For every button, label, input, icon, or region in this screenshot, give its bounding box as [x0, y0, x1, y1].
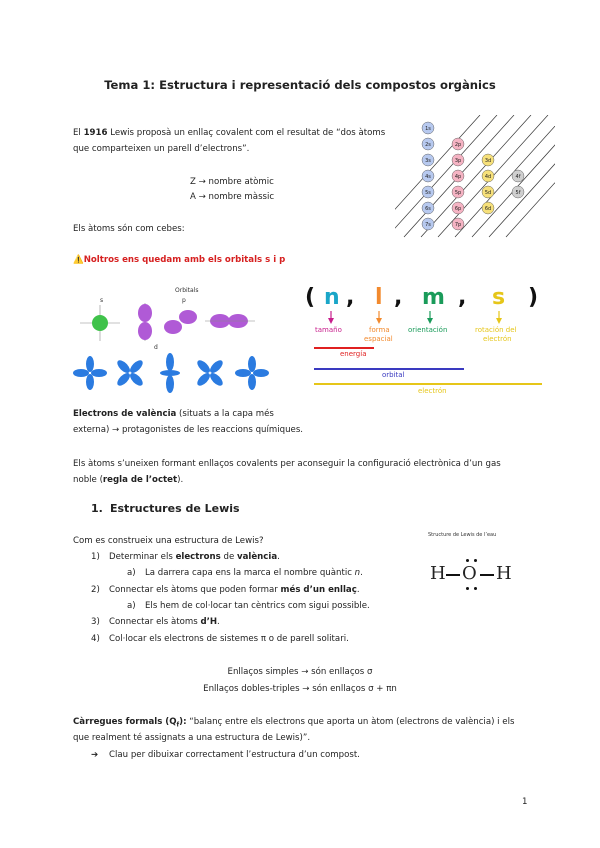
orbital-6d-label: 6d	[484, 206, 492, 212]
quantum-l: l	[375, 285, 383, 310]
orbital-4s-label: 4s	[425, 174, 431, 180]
s-orbital-label: s	[100, 297, 104, 304]
orbital-7s-label: 7s	[425, 222, 431, 228]
electron-bar	[314, 383, 542, 385]
open-paren: (	[305, 285, 316, 310]
step-3: Connectar els àtoms d’H.	[109, 617, 220, 627]
valence-line-2: externa) → protagonistes de les reaccions químiques.	[73, 425, 304, 435]
d-orbital-label: d	[154, 344, 158, 351]
comma-2: ,	[394, 285, 403, 310]
hydrogen-left: H	[430, 563, 446, 584]
orbital-1s-label: 1s	[425, 126, 431, 132]
orbital-4p-label: 4p	[454, 174, 462, 180]
aufbau-arrows	[395, 115, 555, 237]
n-label: tamaño	[315, 326, 342, 334]
step-2a: Els hem de col·locar tan cèntrics com sigui possible.	[145, 601, 370, 611]
hydrogen-right: H	[496, 563, 512, 584]
intro-line-2: que comparteixen un parell d’electrons”.	[73, 144, 250, 154]
step-4-number: 4)	[91, 634, 100, 644]
step-1a: La darrera capa ens la marca el nombre quàntic n.	[145, 568, 363, 578]
close-paren: )	[528, 285, 539, 310]
orbital-5p-label: 5p	[454, 190, 462, 196]
bond-right	[480, 574, 494, 576]
section-number: 1.	[91, 502, 103, 515]
comma-3: ,	[458, 285, 467, 310]
orbital-label: orbital	[382, 371, 405, 379]
oxygen-center: O	[462, 563, 477, 584]
quantum-numbers-diagram	[300, 285, 550, 405]
charges-line-3: Clau per dibuixar correctament l’estructura d’un compost.	[109, 750, 360, 760]
step-1: Determinar els electrons de valència.	[109, 552, 280, 562]
quantum-arrows	[300, 309, 550, 327]
l-label-2: espacial	[364, 335, 393, 343]
aufbau-diagonal-arrow	[455, 115, 555, 237]
aufbau-diagram	[395, 115, 555, 255]
mass-number-line: A → nombre màssic	[190, 192, 275, 202]
p-orbital-label: p	[182, 297, 186, 304]
double-bonds-line: Enllaços dobles-triples → són enllaços σ + πn	[203, 684, 397, 694]
intro-line-1: El 1916 Lewis proposà un enllaç covalent com el resultat de “dos àtoms	[73, 128, 386, 138]
orbital-6p-label: 6p	[454, 206, 462, 212]
water-lewis-structure	[428, 553, 518, 593]
orbital-5d-label: 5d	[484, 190, 492, 196]
lone-pair-dot	[474, 559, 477, 562]
octet-line-2: noble (regla de l’octet).	[73, 475, 184, 485]
orbitals-warning: ⚠️Noltros ens quedam amb els orbitals s i p	[73, 255, 286, 265]
orbital-5s-label: 5s	[425, 190, 431, 196]
onions-line: Els àtoms són com cebes:	[73, 224, 185, 234]
orbital-bar	[314, 368, 464, 370]
page-number: 1	[522, 797, 528, 807]
d-orbital-icons	[73, 349, 269, 397]
step-3-number: 3)	[91, 617, 100, 627]
orbital-4f-label: 4f	[515, 174, 521, 180]
aufbau-diagonal-arrow	[395, 115, 497, 237]
quantum-n: n	[324, 285, 340, 310]
lewis-question: Com es construeix una estructura de Lewis?	[73, 536, 264, 546]
energia-bar	[314, 347, 374, 349]
orbital-5f-label: 5f	[515, 190, 521, 196]
l-label-1: forma	[369, 326, 390, 334]
orbital-6s-label: 6s	[425, 206, 431, 212]
orbital-3p-label: 3p	[454, 158, 462, 164]
charges-line-2: que realment té assignats a una estructura de Lewis)”.	[73, 733, 311, 743]
lone-pair-dot	[474, 587, 477, 590]
orbital-2s-label: 2s	[425, 142, 431, 148]
comma-1: ,	[346, 285, 355, 310]
quantum-m: m	[422, 285, 445, 310]
valence-line-1: Electrons de valència (situats a la capa més	[73, 409, 274, 419]
s-label-1: rotación del	[475, 326, 517, 334]
orbital-4d-label: 4d	[484, 174, 492, 180]
step-1a-number: a)	[127, 568, 136, 578]
electron-label: electrón	[418, 387, 447, 395]
p-orbital-icons	[138, 303, 255, 341]
step-4: Col·locar els electrons de sistemes π o de parell solitari.	[109, 634, 349, 644]
s-label-2: electrón	[483, 335, 512, 343]
quantum-s: s	[492, 285, 506, 310]
orbital-3s-label: 3s	[425, 158, 431, 164]
step-2-number: 2)	[91, 585, 100, 595]
orbital-7p-label: 7p	[454, 222, 462, 228]
orbitals-figure	[70, 283, 275, 398]
m-label: orientación	[408, 326, 448, 334]
aufbau-cells	[422, 122, 524, 230]
s-orbital-icon	[80, 305, 120, 341]
step-1-number: 1)	[91, 552, 100, 562]
energia-label: energía	[340, 350, 367, 358]
orbitals-heading: Orbitals	[175, 287, 199, 294]
arrow-icon: ➔	[91, 750, 99, 760]
lone-pair-dot	[466, 587, 469, 590]
orbital-2p-label: 2p	[454, 142, 462, 148]
step-2: Connectar els àtoms que poden formar més d’un enllaç.	[109, 585, 360, 595]
page-title: Tema 1: Estructura i representació dels compostos orgànics	[104, 78, 496, 92]
step-2a-number: a)	[127, 601, 136, 611]
octet-line-1: Els àtoms s’uneixen formant enllaços covalents per aconseguir la configuració electrònica d’un gas	[73, 459, 501, 469]
section-title: Estructures de Lewis	[110, 502, 240, 515]
atomic-number-line: Z → nombre atòmic	[190, 177, 274, 187]
charges-line-1: Càrregues formals $(Q_f)$: “balanç entre els electrons que aporta un àtom (electrons de valència) i els	[73, 717, 515, 729]
bond-left	[446, 574, 460, 576]
lone-pair-dot	[466, 559, 469, 562]
water-figure-caption: Structure de Lewis de l’eau	[428, 532, 497, 538]
simple-bonds-line: Enllaços simples → són enllaços σ	[227, 667, 373, 677]
orbital-3d-label: 3d	[484, 158, 492, 164]
